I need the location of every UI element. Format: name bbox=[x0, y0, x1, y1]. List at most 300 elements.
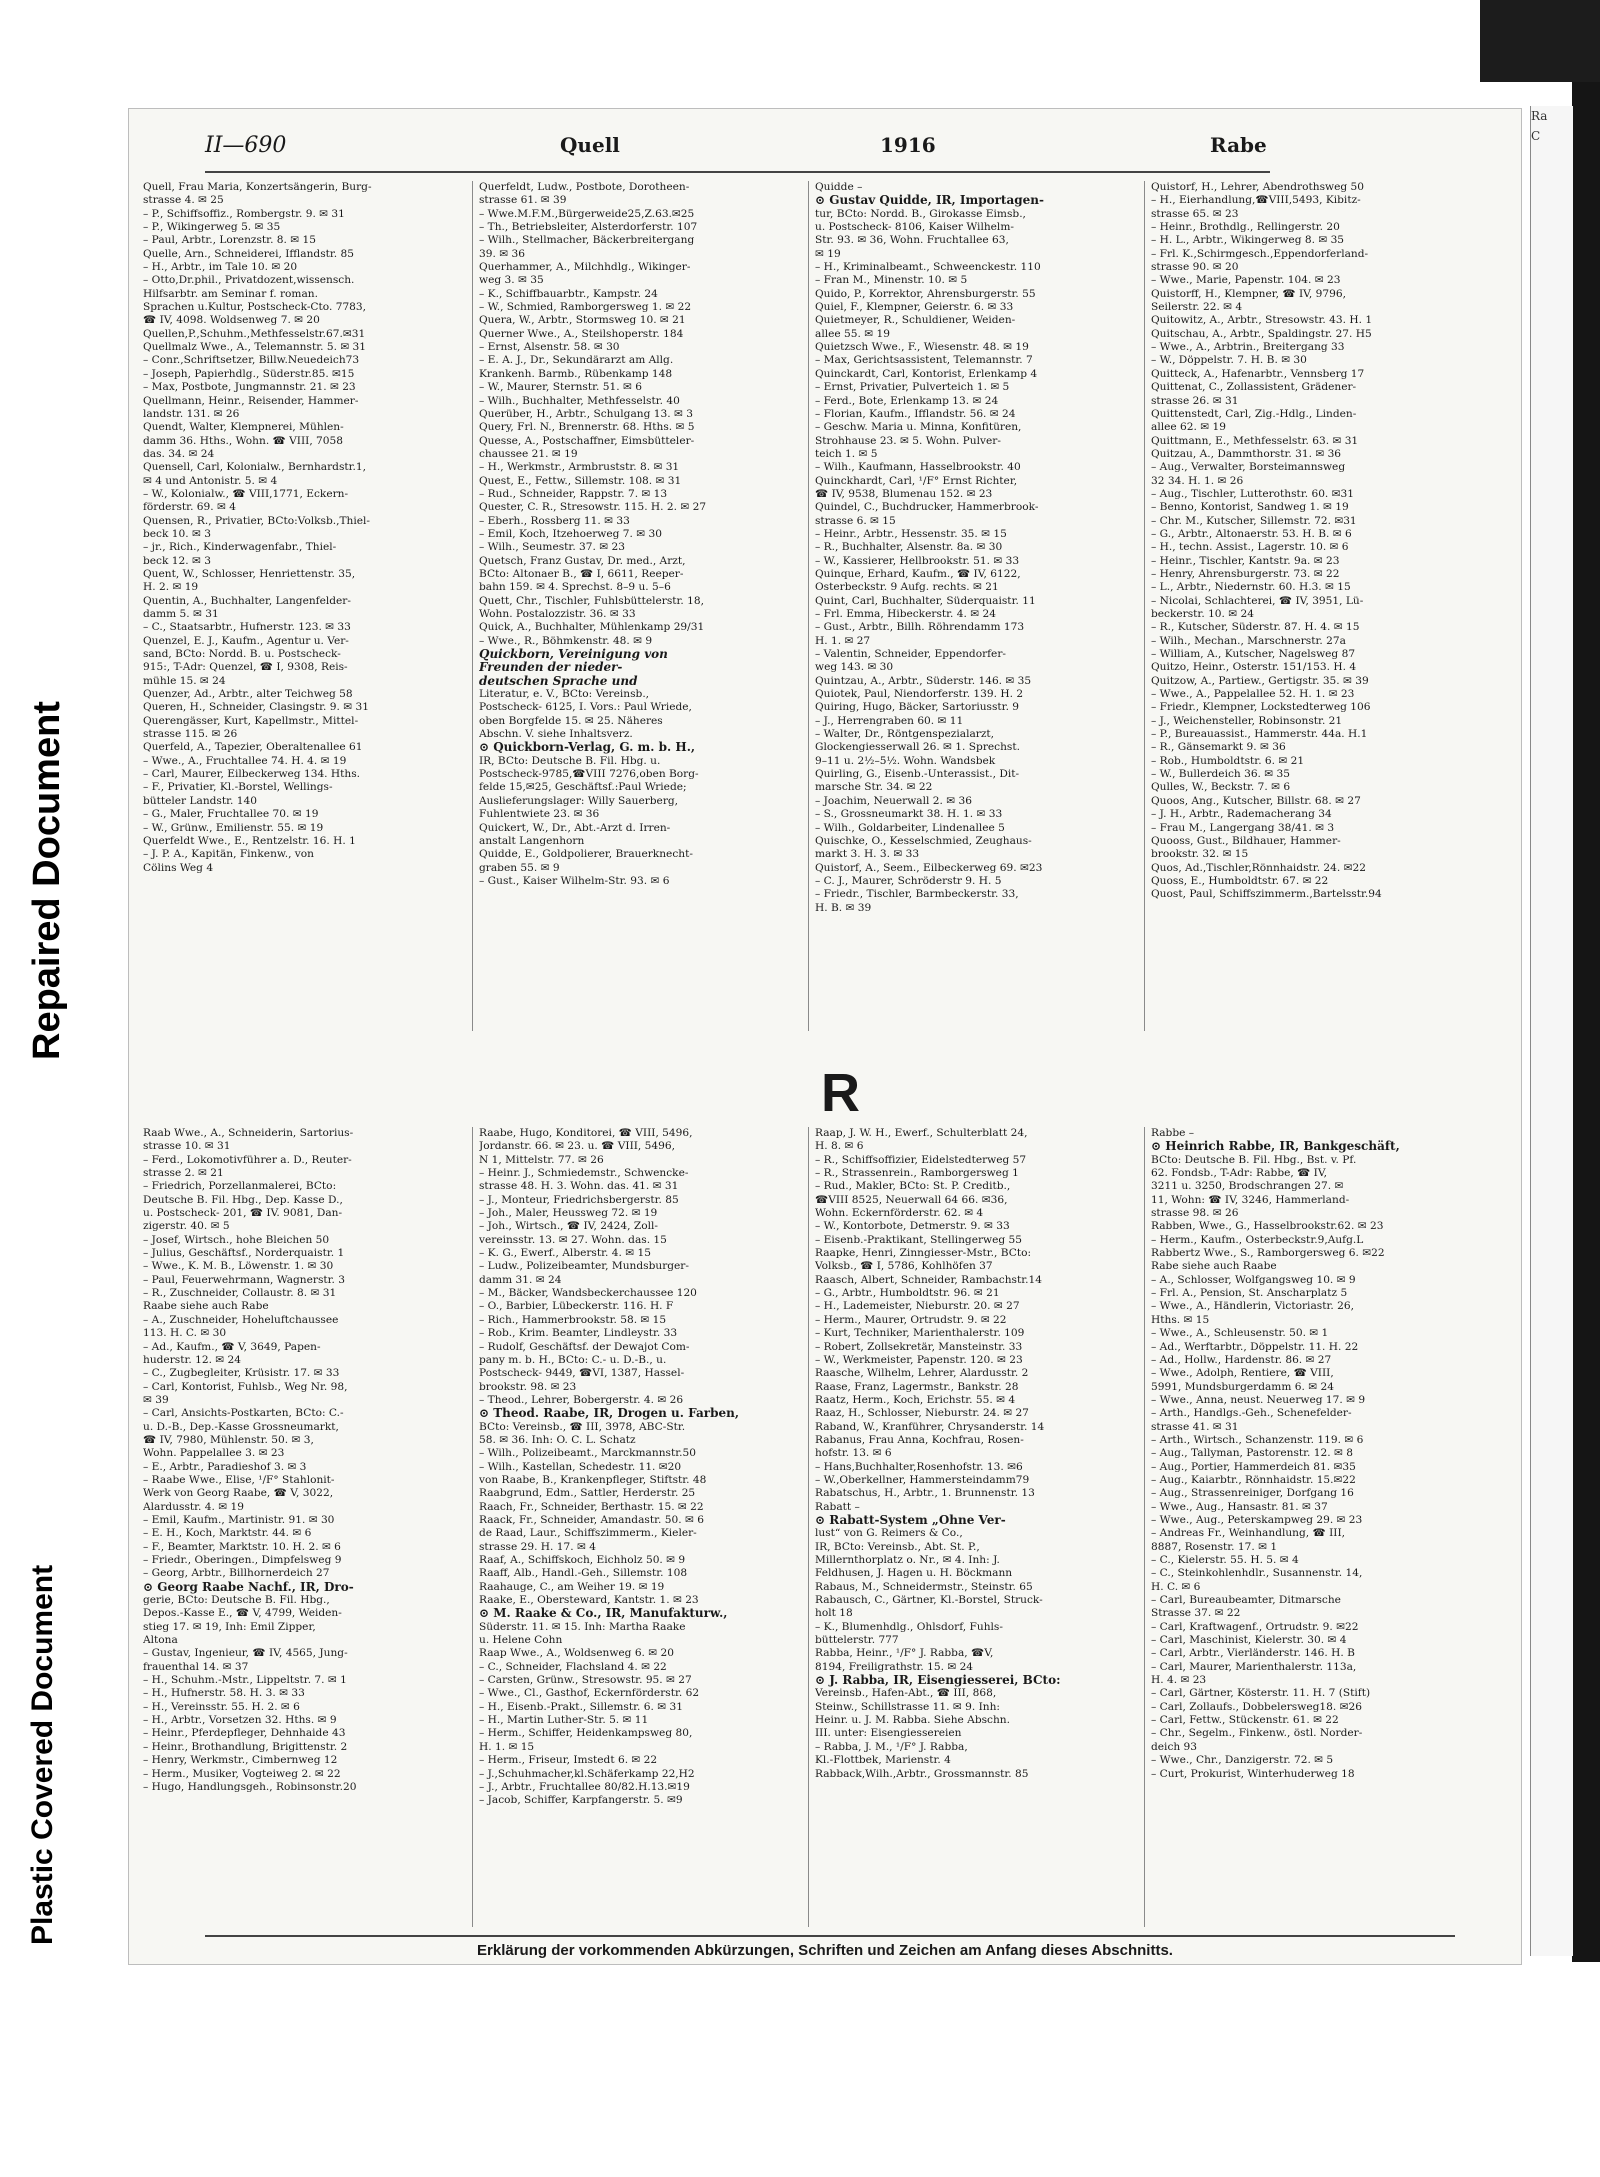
directory-entry-line: 11, Wohn: ☎ IV, 3246, Hammerland- bbox=[1151, 1193, 1350, 1206]
directory-entry-line: Quoss, E., Humboldtstr. 67. ✉ 22 bbox=[1151, 874, 1329, 887]
directory-entry-line: deich 93 bbox=[1151, 1740, 1198, 1753]
directory-entry-line: Strasse 37. ✉ 22 bbox=[1151, 1607, 1241, 1620]
directory-entry-line: IR, BCto: Vereinsb., Abt. St. P., bbox=[815, 1540, 980, 1553]
directory-entry-line: – Ad., Hollw., Hardenstr. 86. ✉ 27 bbox=[1151, 1353, 1332, 1366]
directory-entry-line: Osterbeckstr. 9 Aufg. rechts. ✉ 21 bbox=[815, 581, 999, 594]
directory-entry-line: 113. H. C. ✉ 30 bbox=[143, 1327, 227, 1340]
directory-entry-line: – G., Arbtr., Altonaerstr. 53. H. B. ✉ 6 bbox=[1151, 527, 1352, 540]
directory-entry-line: – Heinr., Brothandlung, Brigittenstr. 2 bbox=[143, 1740, 348, 1753]
directory-entry-line: gerie, BCto: Deutsche B. Fil. Hbg., bbox=[143, 1594, 330, 1607]
directory-entry-line: – K. G., Ewerf., Alberstr. 4. ✉ 15 bbox=[479, 1247, 651, 1260]
directory-entry-line: – Joachim, Neuerwall 2. ✉ 36 bbox=[815, 794, 972, 807]
directory-entry-line: Querengässer, Kurt, Kapellmstr., Mittel- bbox=[143, 714, 359, 727]
directory-entry-line: – J. H., Arbtr., Rademacherang 34 bbox=[1151, 808, 1332, 821]
side-labels bbox=[26, 701, 106, 1950]
directory-entry-line: lust“ von G. Reimers & Co., bbox=[815, 1527, 963, 1540]
directory-entry-line: – Arth., Handlgs.-Geh., Schenefelder- bbox=[1151, 1407, 1352, 1420]
directory-entry-line: – Rabba, J. M., ¹/F° J. Rabba, bbox=[815, 1740, 968, 1753]
directory-entry-line: Quitzau, A., Dammthorstr. 31. ✉ 36 bbox=[1151, 447, 1342, 460]
directory-entry-line: vereinsstr. 13. ✉ 27. Wohn. das. 15 bbox=[479, 1233, 667, 1246]
directory-entry-line: Quindel, C., Buchdrucker, Hammerbrook- bbox=[815, 501, 1039, 514]
directory-entry-line: – Josef, Wirtsch., hohe Bleichen 50 bbox=[143, 1233, 330, 1246]
directory-entry-line: Qulles, W., Beckstr. 7. ✉ 6 bbox=[1151, 781, 1291, 794]
directory-entry-line: – H., Lademeister, Nieburstr. 20. ✉ 27 bbox=[815, 1300, 1020, 1313]
directory-entry-line: Wohn. Eckernförderstr. 62. ✉ 4 bbox=[815, 1207, 984, 1220]
directory-entry-line: Quinckardt, Carl, Kontorist, Erlenkamp 4 bbox=[815, 367, 1038, 380]
directory-entry-line: Querner Wwe., A., Steilshoperstr. 184 bbox=[479, 327, 684, 340]
footer-rule bbox=[205, 1935, 1455, 1937]
directory-entry-line: – J., Monteur, Friedrichsbergerstr. 85 bbox=[479, 1193, 679, 1206]
directory-entry-line: Altona bbox=[143, 1634, 178, 1647]
directory-entry-line: – Valentin, Schneider, Eppendorfer- bbox=[815, 648, 1006, 661]
directory-entry-line: – W., Werkmeister, Papenstr. 120. ✉ 23 bbox=[815, 1353, 1023, 1366]
directory-entry-line: – Wwe., Anna, neust. Neuerweg 17. ✉ 9 bbox=[1151, 1393, 1366, 1406]
directory-entry-line: – J., Arbtr., Fruchtallee 80/82.H.13.✉19 bbox=[479, 1780, 690, 1793]
directory-entry-line: H. 1. ✉ 27 bbox=[815, 634, 871, 647]
directory-entry-line: 915:, T-Adr: Quenzel, ☎ I, 9308, Reis- bbox=[143, 661, 348, 674]
directory-entry-line: N 1, Mittelstr. 77. ✉ 26 bbox=[479, 1153, 604, 1166]
directory-entry-line: 32 34. H. 1. ✉ 26 bbox=[1151, 474, 1244, 487]
scanner-dark-edge bbox=[1572, 82, 1600, 1962]
repaired-document-label: Repaired Document bbox=[26, 701, 68, 1060]
directory-entry-line: – Wilh., Seumestr. 37. ✉ 23 bbox=[479, 541, 625, 554]
year-heading: 1916 bbox=[880, 133, 936, 157]
directory-entry-line: – Wilh., Stellmacher, Bäckerbreitergang bbox=[479, 234, 695, 247]
directory-entry-line: Quintzau, A., Arbtr., Süderstr. 146. ✉ 35 bbox=[815, 674, 1032, 687]
directory-entry-line: Quischke, O., Kesselschmied, Zeughaus- bbox=[815, 834, 1032, 847]
directory-entry-line: – Chr. M., Kutscher, Sillemstr. 72. ✉31 bbox=[1151, 514, 1357, 527]
directory-entry-line: – Paul, Arbtr., Lorenzstr. 8. ✉ 15 bbox=[143, 234, 317, 247]
directory-entry-line: – Friedr., Oberingen., Dimpfelsweg 9 bbox=[143, 1554, 342, 1566]
directory-entry-line: – Ad., Kaufm., ☎ V, 3649, Papen- bbox=[143, 1340, 321, 1353]
directory-entry-line: 8194, Freiligrathstr. 15. ✉ 24 bbox=[815, 1660, 974, 1673]
directory-entry-line: Quitowitz, A., Arbtr., Stresowstr. 43. H. 1 bbox=[1151, 314, 1373, 327]
directory-entry-line: ✉ 39 bbox=[143, 1393, 169, 1406]
directory-entry-line: marsche Str. 34. ✉ 22 bbox=[815, 781, 933, 794]
directory-entry-line: Vereinsb., Hafen-Abt., ☎ III, 868, bbox=[815, 1687, 997, 1700]
directory-entry-line: ☎ IV, 7980, Mühlenstr. 50. ✉ 3, bbox=[143, 1433, 314, 1446]
directory-entry-line: – Rob., Krim. Beamter, Lindleystr. 33 bbox=[479, 1327, 678, 1340]
directory-entry-line: Querfeld, A., Tapezier, Oberaltenallee 61 bbox=[143, 741, 363, 754]
directory-entry-line: – Herm., Kaufm., Osterbeckstr.9,Aufg.L bbox=[1151, 1233, 1364, 1246]
directory-entry-line: strasse 6. ✉ 15 bbox=[815, 514, 896, 527]
directory-entry-line: Rabe siehe auch Raabe bbox=[1151, 1260, 1277, 1273]
directory-entry-line: – Fran M., Minenstr. 10. ✉ 5 bbox=[815, 274, 968, 287]
directory-entry-line: – Ferd., Bote, Erlenkamp 13. ✉ 24 bbox=[815, 394, 999, 407]
directory-entry-line: – Eberh., Rossberg 11. ✉ 33 bbox=[479, 514, 630, 527]
directory-entry-line: allee 62. ✉ 19 bbox=[1151, 421, 1226, 434]
directory-entry-line: – W., Kontorbote, Detmerstr. 9. ✉ 33 bbox=[815, 1220, 1010, 1233]
directory-entry-line: – Ferd., Lokomotivführer a. D., Reuter- bbox=[143, 1153, 352, 1166]
directory-entry-line: Jordanstr. 66. ✉ 23. u. ☎ VIII, 5496, bbox=[479, 1140, 675, 1153]
header-rule bbox=[205, 171, 1270, 173]
directory-entry-line: – Emil, Kaufm., Martinistr. 91. ✉ 30 bbox=[143, 1513, 335, 1526]
directory-entry-line: Quitteck, A., Hafenarbtr., Vennsberg 17 bbox=[1151, 367, 1365, 380]
directory-entry-line: Raasch, Albert, Schneider, Rambachstr.14 bbox=[815, 1273, 1042, 1286]
directory-entry-line: – Heinr., Tischler, Kantstr. 9a. ✉ 23 bbox=[1151, 554, 1340, 567]
directory-entry-line: – Wilh., Polizeibeamt., Marckmannstr.50 bbox=[479, 1447, 696, 1460]
directory-entry-line: – Wilh., Kaufmann, Hasselbrookstr. 40 bbox=[815, 461, 1021, 474]
directory-entry-line: Raabe siehe auch Rabe bbox=[143, 1300, 269, 1313]
directory-entry-line: – Carl, Maschinist, Kielerstr. 30. ✉ 4 bbox=[1151, 1634, 1347, 1647]
directory-entry-line: – Conr.,Schriftsetzer, Billw.Neuedeich73 bbox=[143, 354, 360, 367]
directory-entry-line: frauenthal 14. ✉ 37 bbox=[143, 1660, 249, 1673]
directory-entry-line: – Jacob, Schiffer, Karpfangerstr. 5. ✉9 bbox=[479, 1794, 683, 1807]
directory-entry-line: Rabben, Wwe., G., Hasselbrookstr.62. ✉ 23 bbox=[1151, 1220, 1384, 1233]
top-column-2 bbox=[479, 181, 809, 1031]
directory-entry-line: strasse 10. ✉ 31 bbox=[143, 1140, 231, 1153]
directory-entry-line: Quellmalz Wwe., A., Telemannstr. 5. ✉ 31 bbox=[143, 341, 367, 354]
directory-entry-line: strasse 65. ✉ 23 bbox=[1151, 207, 1239, 220]
directory-entry-line: Rabatt – bbox=[815, 1500, 860, 1513]
directory-entry-line: – Herm., Maurer, Ortrudstr. 9. ✉ 22 bbox=[815, 1313, 1007, 1326]
directory-entry-line: Quistorf, H., Lehrer, Abendrothsweg 50 bbox=[1151, 181, 1364, 193]
directory-entry-line: u. Postscheck- 8106, Kaiser Wilhelm- bbox=[815, 221, 1014, 234]
scan-background-top bbox=[0, 0, 1600, 50]
directory-entry-line: Querhammer, A., Milchhdlg., Wikinger- bbox=[479, 261, 691, 274]
directory-entry-line: Postscheck- 9449, ☎VI, 1387, Hassel- bbox=[479, 1367, 685, 1380]
directory-entry-line: – Frl. K.,Schirmgesch.,Eppendorferland- bbox=[1151, 247, 1369, 260]
directory-entry-line: – Aug., Tallyman, Pastorenstr. 12. ✉ 8 bbox=[1151, 1447, 1353, 1460]
directory-entry-line: – Wilh., Buchhalter, Methfesselstr. 40 bbox=[479, 394, 680, 407]
directory-entry-line: Steinw., Schillstrasse 11. ✉ 9. Inh: bbox=[815, 1700, 1001, 1713]
directory-entry-line: ⊙ Theod. Raabe, IR, Drogen u. Farben, bbox=[479, 1407, 740, 1421]
directory-entry-line: – W., Maurer, Sternstr. 51. ✉ 6 bbox=[479, 381, 642, 394]
directory-entry-line: Werk von Georg Raabe, ☎ V, 3022, bbox=[143, 1487, 334, 1500]
directory-entry-line: ⊙ J. Rabba, IR, Eisengiesserei, BCto: bbox=[815, 1674, 1061, 1688]
directory-entry-line: – R., Kutscher, Süderstr. 87. H. 4. ✉ 15 bbox=[1151, 621, 1360, 634]
directory-entry-line: felde 15,✉25, Geschäftsf.:Paul Wriede; bbox=[479, 781, 687, 794]
directory-entry-line: Raasche, Wilhelm, Lehrer, Alardusstr. 2 bbox=[815, 1367, 1029, 1380]
directory-entry-line: – Eisenb.-Praktikant, Stellingerweg 55 bbox=[815, 1233, 1023, 1246]
page-number: II—690 bbox=[205, 133, 287, 158]
directory-entry-line: – Emil, Koch, Itzehoerweg 7. ✉ 30 bbox=[479, 527, 662, 540]
directory-entry-line: Quesse, A., Postschaffner, Eimsbütteler- bbox=[479, 434, 695, 447]
directory-entry-line: Quidde – bbox=[815, 181, 863, 193]
directory-entry-line: Quost, Paul, Schiffszimmerm.,Bartelsstr.94 bbox=[1151, 888, 1382, 901]
abbreviations-footer: Erklärung der vorkommenden Abkürzungen, Schriften und Zeichen am Anfang dieses Abschnitts. bbox=[477, 1942, 1173, 1959]
directory-entry-line: Literatur, e. V., BCto: Vereinsb., bbox=[479, 688, 650, 701]
directory-entry-line: BCto: Deutsche B. Fil. Hbg., Bst. v. Pf. bbox=[1151, 1153, 1357, 1166]
directory-entry-line: – Aug., Portier, Hammerdeich 81. ✉35 bbox=[1151, 1460, 1356, 1473]
directory-entry-line: Quick, A., Buchhalter, Mühlenkamp 29/31 bbox=[479, 621, 705, 634]
directory-entry-line: – Joh., Wirtsch., ☎ IV, 2424, Zoll- bbox=[479, 1220, 658, 1233]
bottom-column-1 bbox=[143, 1127, 473, 1927]
directory-entry-line: Quittenat, C., Zollassistent, Grädener- bbox=[1151, 381, 1357, 394]
directory-entry-line: – A., Schlosser, Wolfgangsweg 10. ✉ 9 bbox=[1151, 1273, 1356, 1286]
directory-entry-line: – Wwe., Chr., Danzigerstr. 72. ✉ 5 bbox=[1151, 1754, 1334, 1767]
directory-entry-line: ☎ IV, 4098. Woldsenweg 7. ✉ 20 bbox=[143, 314, 320, 327]
directory-entry-line: Querfeldt, Ludw., Postbote, Dorotheen- bbox=[479, 181, 690, 193]
directory-entry-line: Heinr. u. J. M. Rabba. Siehe Abschn. bbox=[815, 1714, 1010, 1727]
directory-entry-line: beckerstr. 10. ✉ 24 bbox=[1151, 608, 1255, 620]
directory-entry-line: – Wwe., R., Böhmkenstr. 48. ✉ 9 bbox=[479, 634, 653, 647]
directory-entry-line: huderstr. 12. ✉ 24 bbox=[143, 1353, 242, 1366]
directory-entry-line: Quitschau, A., Arbtr., Spaldingstr. 27. H5 bbox=[1151, 327, 1372, 340]
directory-entry-line: strasse 2. ✉ 21 bbox=[143, 1167, 224, 1180]
directory-entry-line: Quiring, Hugo, Bäcker, Sartoriusstr. 9 bbox=[815, 701, 1020, 714]
directory-entry-line: Quidde, E., Goldpolierer, Brauerknecht- bbox=[479, 848, 693, 861]
running-header bbox=[205, 133, 1305, 169]
directory-entry-line: – Heinr., Arbtr., Hessenstr. 35. ✉ 15 bbox=[815, 527, 1007, 540]
directory-entry-line: Rabaus, M., Schneidermstr., Steinstr. 65 bbox=[815, 1580, 1033, 1593]
next-page-fragment: C bbox=[1531, 129, 1541, 143]
directory-entry-line: – Benno, Kontorist, Sandweg 1. ✉ 19 bbox=[1151, 501, 1349, 514]
directory-entry-line: – C., Zugbegleiter, Krüsistr. 17. ✉ 33 bbox=[143, 1367, 340, 1380]
directory-entry-line: Quistorf, A., Seem., Eilbeckerweg 69. ✉23 bbox=[815, 861, 1043, 874]
directory-entry-line: – Rudolf, Geschäftsf. der Dewajot Com- bbox=[479, 1340, 690, 1353]
directory-entry-line: – Aug., Kaiarbtr., Rönnhaidstr. 15.✉22 bbox=[1151, 1473, 1356, 1486]
directory-entry-line: 9–11 u. 2½–5½. Wohn. Wandsbek bbox=[815, 754, 996, 767]
directory-entry-line: – Friedr., Tischler, Barmbeckerstr. 33, bbox=[815, 888, 1019, 901]
directory-entry-line: 8887, Rosenstr. 17. ✉ 1 bbox=[1151, 1540, 1278, 1553]
directory-entry-line: Raatz, Herm., Koch, Erichstr. 55. ✉ 4 bbox=[815, 1393, 1016, 1406]
directory-entry-line: ⊙ Gustav Quidde, IR, Importagen- bbox=[815, 194, 1044, 208]
directory-entry-line: – Carl, Bureaubeamter, Ditmarsche bbox=[1151, 1594, 1341, 1607]
directory-entry-line: Quiotek, Paul, Niendorferstr. 139. H. 2 bbox=[815, 688, 1024, 701]
directory-entry-line: Abschn. V. siehe Inhaltsverz. bbox=[479, 728, 633, 741]
directory-entry-line: – Wwe., A., Fruchtallee 74. H. 4. ✉ 19 bbox=[143, 754, 347, 767]
directory-entry-line: Quell, Frau Maria, Konzertsängerin, Burg- bbox=[143, 181, 372, 193]
directory-entry-line: – Wwe., Cl., Gasthof, Eckernförderstr. 62 bbox=[479, 1687, 700, 1700]
directory-entry-line: Raaf, A., Schiffskoch, Eichholz 50. ✉ 9 bbox=[479, 1554, 686, 1566]
directory-entry-line: Postscheck-9785,☎VIII 7276,oben Borg- bbox=[479, 768, 699, 781]
directory-entry-line: – W., Bullerdeich 36. ✉ 35 bbox=[1151, 768, 1291, 781]
directory-entry-line: – Carl, Zollaufs., Dobbelersweg18. ✉26 bbox=[1151, 1700, 1362, 1713]
directory-entry-line: Query, Frl. N., Brennerstr. 68. Hths. ✉ 5 bbox=[479, 421, 695, 434]
directory-entry-line: – C., Steinkohlenhdlr., Susannenstr. 14, bbox=[1151, 1567, 1363, 1580]
directory-entry-line: Raapke, Henri, Zinngiesser-Mstr., BCto: bbox=[815, 1247, 1032, 1260]
directory-entry-line: Raase, Franz, Lagermstr., Bankstr. 28 bbox=[815, 1380, 1019, 1393]
directory-entry-line: – P., Bureauassist., Hammerstr. 44a. H.1 bbox=[1151, 728, 1368, 741]
directory-entry-line: – Geschw. Maria u. Minna, Konfitüren, bbox=[815, 421, 1022, 434]
directory-entry-line: zigerstr. 40. ✉ 5 bbox=[143, 1220, 230, 1233]
directory-entry-line: – H., techn. Assist., Lagerstr. 10. ✉ 6 bbox=[1151, 541, 1349, 554]
directory-entry-line: Quitzo, Heinr., Osterstr. 151/153. H. 4 bbox=[1151, 661, 1357, 674]
directory-entry-line: – H., Hufnerstr. 58. H. 3. ✉ 33 bbox=[143, 1687, 305, 1700]
directory-entry-line: – Wwe., Marie, Papenstr. 104. ✉ 23 bbox=[1151, 274, 1341, 287]
directory-entry-line: – Wwe., A., Pappelallee 52. H. 1. ✉ 23 bbox=[1151, 688, 1355, 701]
directory-entry-line: Raband, W., Kranführer, Chrysanderstr. 14 bbox=[815, 1420, 1045, 1433]
directory-entry-line: Quickborn, Vereinigung von bbox=[479, 648, 668, 662]
directory-entry-line: 62. Fondsb., T-Adr: Rabbe, ☎ IV, bbox=[1151, 1167, 1328, 1180]
directory-entry-line: – Ludw., Polizeibeamter, Mundsburger- bbox=[479, 1260, 689, 1273]
directory-entry-line: ☎VIII 8525, Neuerwall 64 66. ✉36, bbox=[815, 1193, 1008, 1206]
directory-entry-line: deutschen Sprache und bbox=[479, 674, 638, 688]
directory-entry-line: – F., Beamter, Marktstr. 10. H. 2. ✉ 6 bbox=[143, 1540, 341, 1553]
directory-entry-line: Querüber, H., Arbtr., Schulgang 13. ✉ 3 bbox=[479, 407, 693, 420]
directory-entry-line: Rabba, Heinr., ¹/F° J. Rabba, ☎V, bbox=[815, 1647, 994, 1660]
directory-entry-line: Quensen, R., Privatier, BCto:Volksb.,Thiel- bbox=[143, 514, 370, 527]
directory-entry-line: – Carl, Gärtner, Kösterstr. 11. H. 7 (Stift) bbox=[1151, 1687, 1371, 1700]
directory-entry-line: weg 143. ✉ 30 bbox=[815, 661, 894, 674]
directory-entry-line: – Kurt, Techniker, Marienthalerstr. 109 bbox=[815, 1327, 1025, 1340]
directory-entry-line: Quoos, Ang., Kutscher, Billstr. 68. ✉ 27 bbox=[1151, 794, 1361, 807]
directory-entry-line: – W., Kolonialw., ☎ VIII,1771, Eckern- bbox=[143, 487, 349, 500]
directory-entry-line: IR, BCto: Deutsche B. Fil. Hbg. u. bbox=[479, 754, 661, 767]
directory-entry-line: – W., Grünw., Emilienstr. 55. ✉ 19 bbox=[143, 821, 324, 834]
directory-entry-line: beck 12. ✉ 3 bbox=[143, 554, 211, 567]
directory-entry-line: – Otto,Dr.phil., Privatdozent,wissensch. bbox=[143, 274, 355, 287]
directory-entry-line: – Hugo, Handlungsgeh., Robinsonstr.20 bbox=[143, 1780, 357, 1793]
directory-entry-line: Raahauge, C., am Weiher 19. ✉ 19 bbox=[479, 1580, 665, 1593]
directory-entry-line: – Max, Gerichtsassistent, Telemannstr. 7 bbox=[815, 354, 1033, 367]
directory-entry-line: – Heinr., Brothdlg., Rellingerstr. 20 bbox=[1151, 221, 1340, 234]
scanner-dark-corner bbox=[1480, 0, 1600, 82]
directory-entry-line: – Joh., Maler, Heussweg 72. ✉ 19 bbox=[479, 1207, 658, 1220]
directory-entry-line: Quickert, W., Dr., Abt.-Arzt d. Irren- bbox=[479, 821, 671, 834]
directory-entry-line: – C., Kielerstr. 55. H. 5. ✉ 4 bbox=[1151, 1554, 1299, 1566]
directory-entry-line: – Henry, Ahrensburgerstr. 73. ✉ 22 bbox=[1151, 567, 1340, 580]
directory-entry-line: strasse 29. H. 17. ✉ 4 bbox=[479, 1540, 596, 1553]
directory-entry-line: strasse 98. ✉ 26 bbox=[1151, 1207, 1239, 1220]
directory-entry-line: Raaz, H., Schlosser, Nieburstr. 24. ✉ 27 bbox=[815, 1407, 1029, 1420]
directory-entry-line: Rabanus, Frau Anna, Kochfrau, Rosen- bbox=[815, 1433, 1024, 1446]
directory-entry-line: oben Borgfelde 15. ✉ 25. Näheres bbox=[479, 714, 663, 727]
directory-entry-line: – H., Kriminalbeamt., Schweenckestr. 110 bbox=[815, 261, 1041, 274]
directory-entry-line: Rabbertz Wwe., S., Ramborgersweg 6. ✉22 bbox=[1151, 1247, 1385, 1260]
directory-entry-line: – M., Bäcker, Wandsbeckerchaussee 120 bbox=[479, 1287, 697, 1300]
directory-entry-line: Depos.-Kasse E., ☎ V, 4799, Weiden- bbox=[143, 1607, 342, 1620]
directory-entry-line: Raack, Fr., Schneider, Amandastr. 50. ✉ 6 bbox=[479, 1513, 704, 1526]
directory-entry-line: Glockengiesserwall 26. ✉ 1. Sprechst. bbox=[815, 741, 1020, 754]
directory-entry-line: sand, BCto: Nordd. B. u. Postscheck- bbox=[143, 648, 341, 661]
directory-entry-line: Millernthorplatz o. Nr., ✉ 4. Inh: J. bbox=[815, 1554, 1000, 1566]
top-column-3 bbox=[815, 181, 1145, 1031]
directory-entry-line: – S., Grossneumarkt 38. H. 1. ✉ 33 bbox=[815, 808, 1003, 821]
bottom-column-3 bbox=[815, 1127, 1145, 1927]
directory-entry-line: – Ernst, Alsenstr. 58. ✉ 30 bbox=[479, 341, 620, 354]
right-catchword: Rabe bbox=[1210, 133, 1267, 157]
directory-entry-line: förderstr. 69. ✉ 4 bbox=[143, 501, 237, 514]
directory-entry-line: damm 31. ✉ 24 bbox=[479, 1273, 562, 1286]
directory-entry-line: Sprachen u.Kultur, Postscheck-Cto. 7783, bbox=[143, 301, 367, 314]
directory-entry-line: büttelerstr. 777 bbox=[815, 1634, 899, 1647]
directory-entry-line: markt 3. H. 3. ✉ 33 bbox=[815, 848, 920, 861]
directory-entry-line: – Carl, Ansichts-Postkarten, BCto: C.- bbox=[143, 1407, 344, 1420]
directory-entry-line: – A., Zuschneider, Hoheluftchaussee bbox=[143, 1313, 339, 1326]
directory-entry-line: – C., Schneider, Flachsland 4. ✉ 22 bbox=[479, 1660, 667, 1673]
directory-entry-line: – Arth., Wirtsch., Schanzenstr. 119. ✉ 6 bbox=[1151, 1433, 1364, 1446]
directory-entry-line: Quett, Chr., Tischler, Fuhlsbüttelerstr. 18, bbox=[479, 594, 705, 607]
directory-entry-line: – Rob., Humboldtstr. 6. ✉ 21 bbox=[1151, 754, 1305, 767]
directory-entry-line: de Raad, Laur., Schiffszimmerm., Kieler- bbox=[479, 1527, 697, 1540]
directory-entry-line: – Theod., Lehrer, Bobergerstr. 4. ✉ 26 bbox=[479, 1393, 684, 1406]
directory-entry-line: Quirling, G., Eisenb.-Unterassist., Dit- bbox=[815, 768, 1020, 781]
directory-entry-line: das. 34. ✉ 24 bbox=[143, 447, 215, 460]
directory-entry-line: – G., Arbtr., Humboldtstr. 96. ✉ 21 bbox=[815, 1287, 1000, 1300]
directory-entry-line: strasse 115. ✉ 26 bbox=[143, 728, 238, 741]
directory-entry-line: beck 10. ✉ 3 bbox=[143, 527, 211, 540]
directory-entry-line: – Frl. Emma, Hibeckerstr. 4. ✉ 24 bbox=[815, 608, 996, 620]
directory-entry-line: Quera, W., Arbtr., Stormsweg 10. ✉ 21 bbox=[479, 314, 686, 327]
directory-entry-line: – Heinr. J., Schmiedemstr., Schwencke- bbox=[479, 1167, 689, 1180]
directory-entry-line: ☎ IV, 9538, Blumenau 152. ✉ 23 bbox=[815, 487, 993, 500]
directory-entry-line: ⊙ Quickborn-Verlag, G. m. b. H., bbox=[479, 741, 696, 755]
directory-entry-line: – R., Zuschneider, Collaustr. 8. ✉ 31 bbox=[143, 1287, 337, 1300]
directory-entry-line: – H. L., Arbtr., Wikingerweg 8. ✉ 35 bbox=[1151, 234, 1345, 247]
directory-entry-line: Quester, C. R., Stresowstr. 115. H. 2. ✉ 27 bbox=[479, 501, 707, 514]
directory-entry-line: – R., Gänsemarkt 9. ✉ 36 bbox=[1151, 741, 1286, 754]
directory-entry-line: – Carl, Maurer, Eilbeckerweg 134. Hths. bbox=[143, 768, 361, 781]
directory-entry-line: – H., Werkmstr., Armbruststr. 8. ✉ 31 bbox=[479, 461, 680, 474]
directory-entry-line: – W., Schmied, Ramborgersweg 1. ✉ 22 bbox=[479, 301, 692, 314]
directory-entry-line: strasse 61. ✉ 39 bbox=[479, 194, 567, 207]
directory-entry-line: Wohn. Pappelallee 3. ✉ 23 bbox=[143, 1447, 285, 1460]
directory-entry-line: – Friedr., Klempner, Lockstedterweg 106 bbox=[1151, 701, 1371, 714]
directory-entry-line: Cölins Weg 4 bbox=[143, 861, 214, 874]
next-page-fragment: Ra bbox=[1531, 109, 1548, 123]
directory-entry-line: brookstr. 98. ✉ 23 bbox=[479, 1380, 577, 1393]
directory-entry-line: – Carsten, Grünw., Stresowstr. 95. ✉ 27 bbox=[479, 1674, 692, 1687]
directory-entry-line: von Raabe, B., Krankenpfleger, Stiftstr. 48 bbox=[479, 1473, 707, 1486]
directory-entry-line: strasse 41. ✉ 31 bbox=[1151, 1420, 1239, 1433]
directory-entry-line: – C., Staatsarbtr., Hufnerstr. 123. ✉ 33 bbox=[143, 621, 351, 634]
directory-entry-line: H. 8. ✉ 6 bbox=[815, 1140, 864, 1153]
directory-entry-line: – Wwe., A., Schleusenstr. 50. ✉ 1 bbox=[1151, 1327, 1329, 1340]
directory-entry-line: – Chr., Segelm., Finkenw., östl. Norder- bbox=[1151, 1727, 1363, 1740]
directory-entry-line: Quistorff, H., Klempner, ☎ IV, 9796, bbox=[1151, 287, 1346, 300]
directory-entry-line: – Th., Betriebsleiter, Alsterdorferstr. 107 bbox=[479, 221, 698, 234]
directory-entry-line: – H., Eierhandlung,☎VIII,5493, Kibitz- bbox=[1151, 194, 1361, 207]
directory-entry-line: – W.,Oberkellner, Hammersteindamm79 bbox=[815, 1473, 1030, 1486]
directory-entry-line: – Herm., Musiker, Vogteiweg 2. ✉ 22 bbox=[143, 1767, 341, 1780]
directory-entry-line: – F., Privatier, Kl.-Borstel, Wellings- bbox=[143, 781, 333, 794]
directory-entry-line: Str. 93. ✉ 36, Wohn. Fruchtallee 63, bbox=[815, 234, 1009, 247]
directory-entry-line: Quittenstedt, Carl, Zig.-Hdlg., Linden- bbox=[1151, 407, 1357, 420]
directory-entry-line: H. 4. ✉ 23 bbox=[1151, 1674, 1207, 1687]
directory-entry-line: strasse 26. ✉ 31 bbox=[1151, 394, 1239, 407]
directory-entry-line: – R., Buchhalter, Alsenstr. 8a. ✉ 30 bbox=[815, 541, 1003, 554]
directory-entry-line: Raake, E., Obersteward, Kantstr. 1. ✉ 23 bbox=[479, 1594, 699, 1607]
directory-entry-line: – Gust., Kaiser Wilhelm-Str. 93. ✉ 6 bbox=[479, 874, 670, 887]
directory-entry-line: – Wilh., Mechan., Marschnerstr. 27a bbox=[1151, 634, 1346, 647]
directory-entry-line: ⊙ Heinrich Rabbe, IR, Bankgeschäft, bbox=[1151, 1140, 1400, 1154]
directory-entry-line: – Rich., Hammerbrookstr. 58. ✉ 15 bbox=[479, 1313, 667, 1326]
directory-entry-line: – Ad., Werftarbtr., Döppelstr. 11. H. 22 bbox=[1151, 1340, 1359, 1353]
top-column-4 bbox=[1151, 181, 1481, 1031]
directory-entry-line: Kl.-Flottbek, Marienstr. 4 bbox=[815, 1754, 951, 1767]
section-letter: R bbox=[821, 1063, 860, 1123]
directory-entry-line: hofstr. 13. ✉ 6 bbox=[815, 1447, 892, 1460]
directory-entry-line: mühle 15. ✉ 24 bbox=[143, 674, 226, 687]
directory-entry-line: H. B. ✉ 39 bbox=[815, 901, 872, 914]
directory-entry-line: – Aug., Tischler, Lutterothstr. 60. ✉31 bbox=[1151, 487, 1355, 500]
directory-entry-line: Seilerstr. 22. ✉ 4 bbox=[1151, 301, 1243, 314]
directory-entry-line: – J. P. A., Kapitän, Finkenw., von bbox=[143, 848, 314, 861]
directory-entry-line: – Joseph, Papierhdlg., Süderstr.85. ✉15 bbox=[143, 367, 355, 380]
directory-entry-line: – C. J., Maurer, Schröderstr 9. H. 5 bbox=[815, 874, 1002, 887]
directory-entry-line: Quendt, Walter, Klempnerei, Mühlen- bbox=[143, 421, 344, 434]
directory-entry-line: – J.,Schuhmacher,kl.Schäferkamp 22,H2 bbox=[479, 1767, 695, 1780]
directory-entry-line: teich 1. ✉ 5 bbox=[815, 447, 878, 460]
directory-entry-line: III. unter: Eisengiessereien bbox=[815, 1727, 962, 1740]
directory-entry-line: Freunden der nieder- bbox=[479, 661, 623, 675]
directory-entry-line: – Wilh., Kastellan, Schedestr. 11. ✉20 bbox=[479, 1460, 682, 1473]
directory-entry-line: Raap Wwe., A., Woldsenweg 6. ✉ 20 bbox=[479, 1647, 675, 1660]
directory-entry-line: – H., Arbtr., im Tale 10. ✉ 20 bbox=[143, 261, 298, 274]
directory-entry-line: BCto: Altonaer B., ☎ I, 6611, Reeper- bbox=[479, 567, 684, 580]
directory-entry-line: Deutsche B. Fil. Hbg., Dep. Kasse D., bbox=[143, 1193, 343, 1206]
directory-entry-line: – H., Vereinsstr. 55. H. 2. ✉ 6 bbox=[143, 1700, 300, 1713]
directory-entry-line: – Wwe., Adolph, Rentiere, ☎ VIII, bbox=[1151, 1367, 1334, 1380]
directory-entry-line: – E. H., Koch, Marktstr. 44. ✉ 6 bbox=[143, 1527, 312, 1540]
directory-entry-line: Volksb., ☎ I, 5786, Kohlhöfen 37 bbox=[815, 1260, 993, 1273]
directory-entry-line: bahn 159. ✉ 4. Sprechst. 8–9 u. 5–6 bbox=[479, 581, 671, 594]
directory-entry-line: Fuhlentwiete 23. ✉ 36 bbox=[479, 808, 600, 821]
directory-entry-line: Feldhusen, J. Hagen u. H. Böckmann bbox=[815, 1567, 1013, 1580]
directory-entry-line: Quiel, F., Klempner, Geierstr. 6. ✉ 33 bbox=[815, 301, 1014, 314]
